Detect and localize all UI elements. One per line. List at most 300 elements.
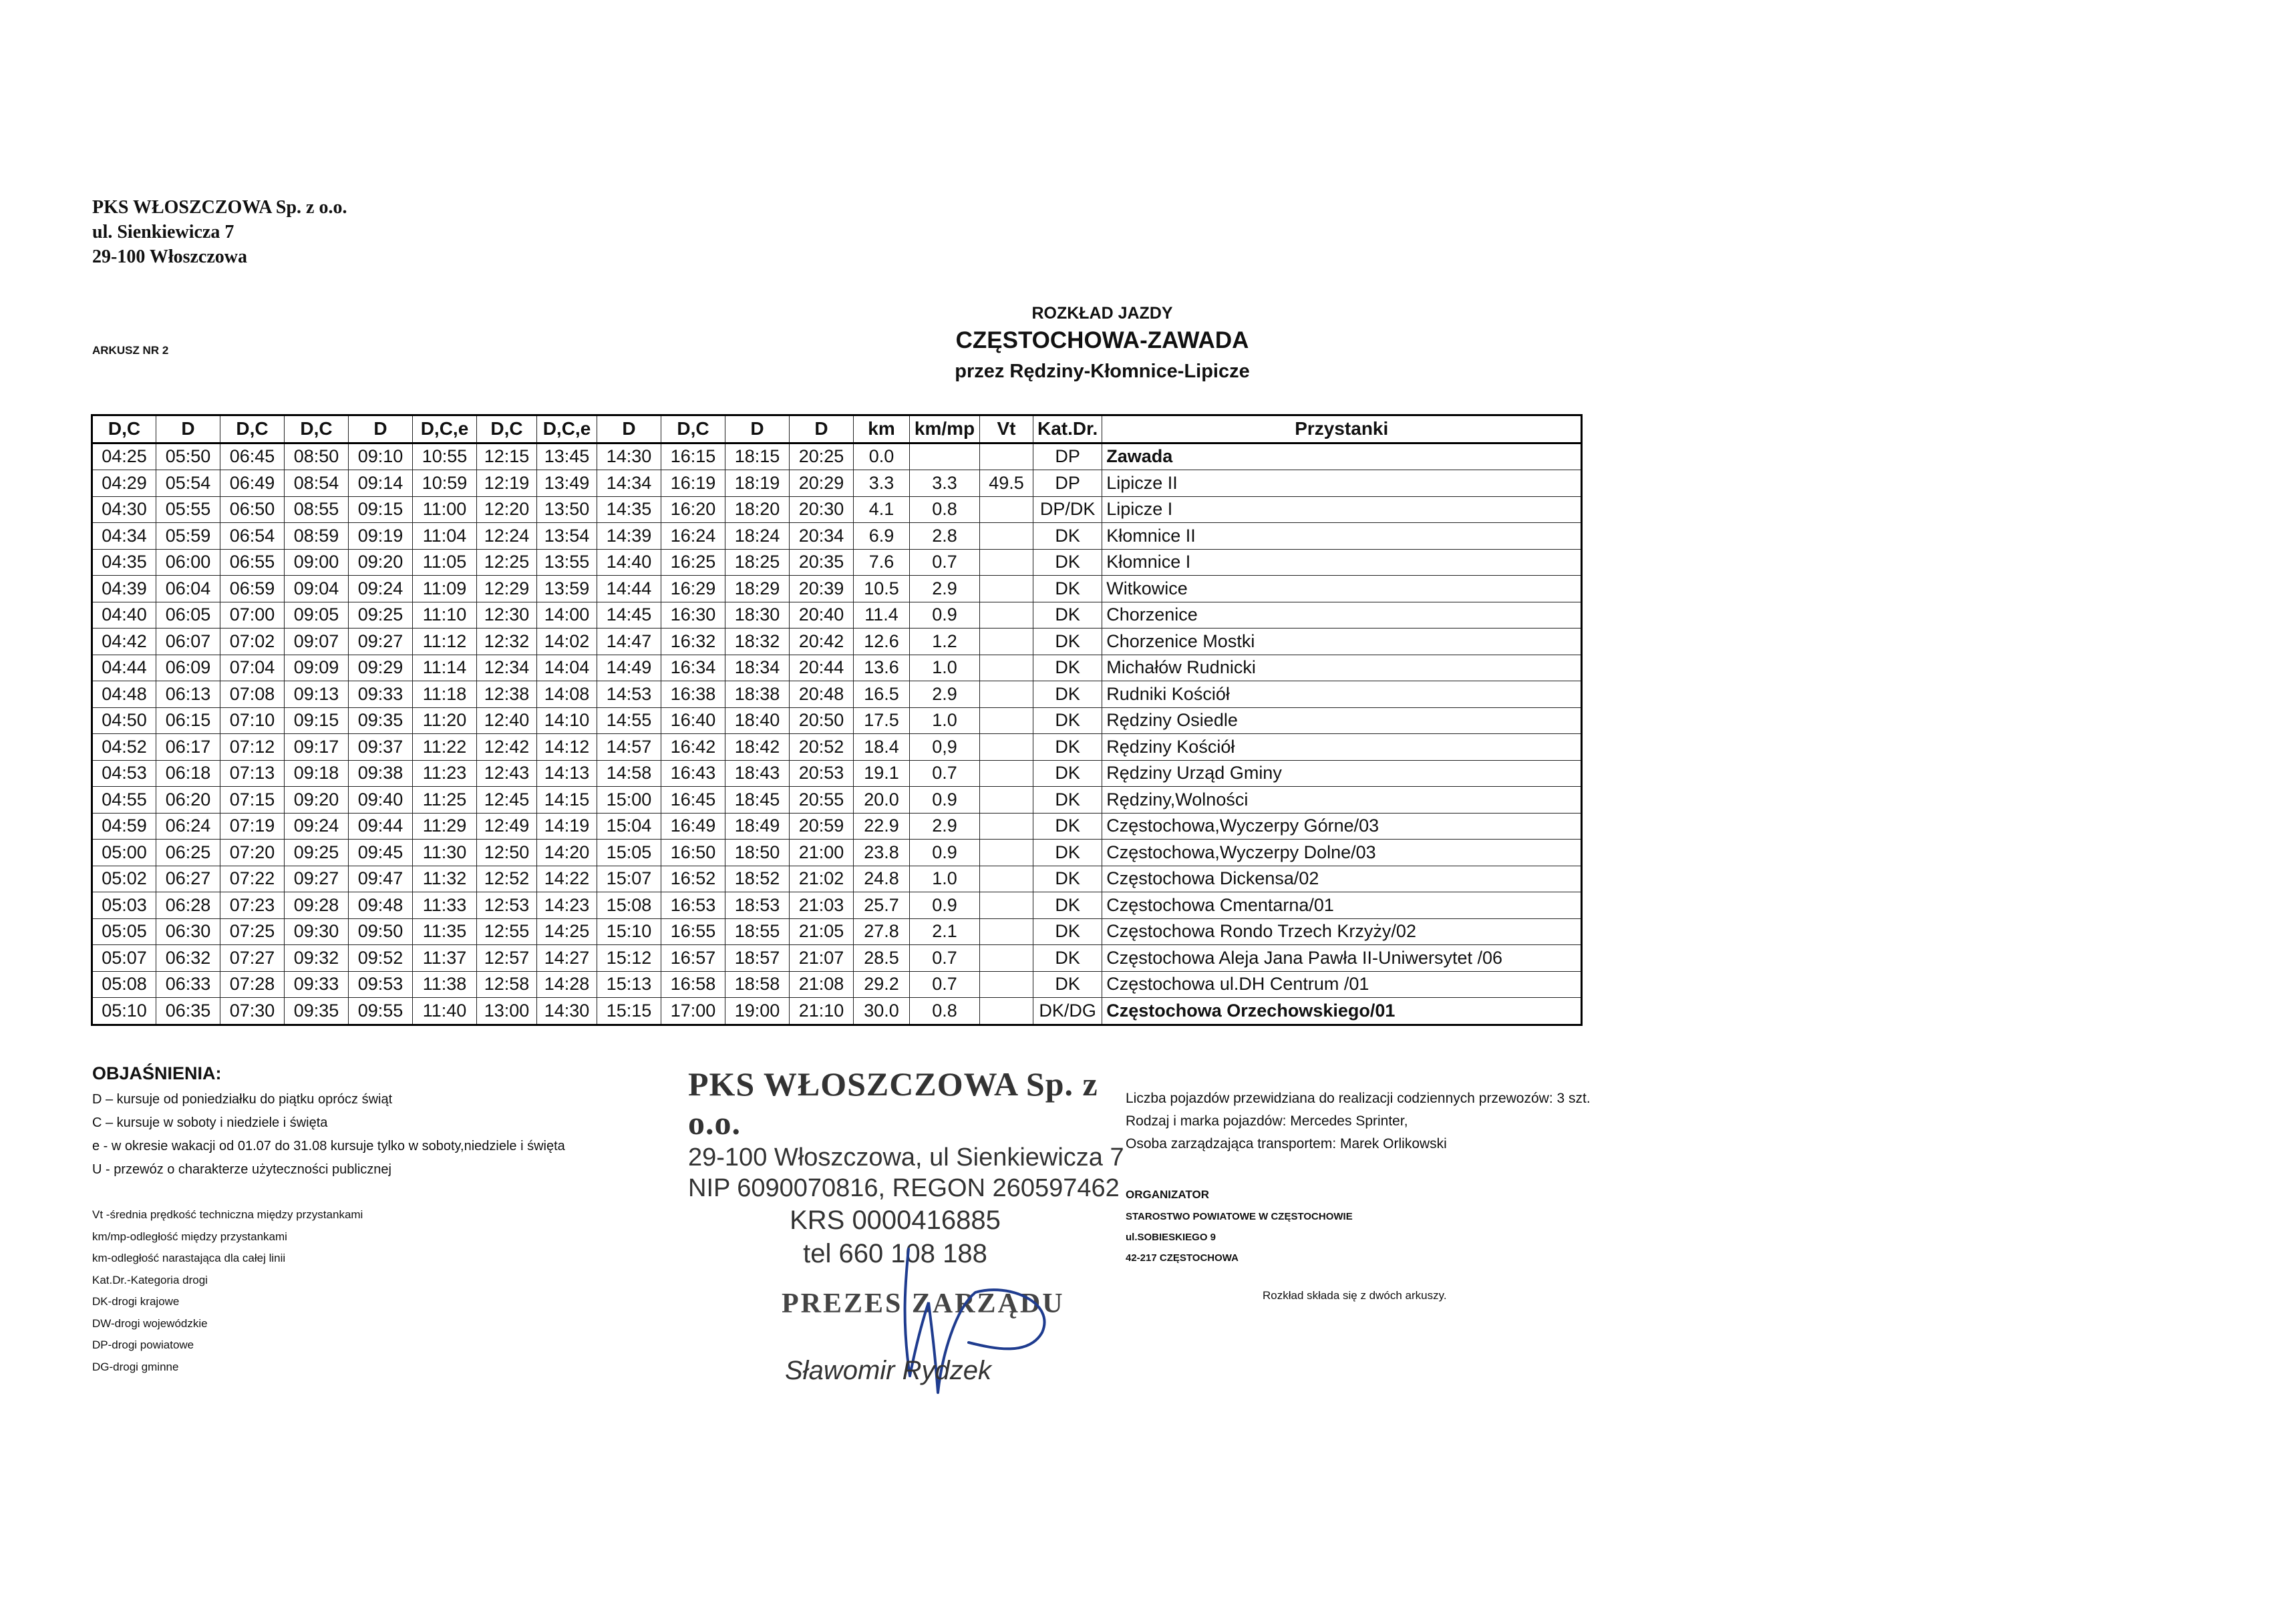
distance-between-stops: 0.7	[910, 945, 980, 972]
average-speed	[980, 523, 1033, 550]
average-speed	[980, 681, 1033, 708]
departure-time: 11:22	[413, 734, 477, 761]
column-header: D,C	[477, 415, 537, 443]
distance-km: 0.0	[854, 443, 910, 470]
distance-between-stops: 2.9	[910, 813, 980, 840]
departure-time: 11:18	[413, 681, 477, 708]
departure-time: 16:32	[661, 629, 725, 655]
average-speed	[980, 892, 1033, 919]
abbreviation-item: DP-drogi powiatowe	[92, 1338, 194, 1351]
table-row	[92, 681, 1582, 708]
departure-time: 04:53	[92, 760, 156, 787]
average-speed	[980, 918, 1033, 945]
departure-time: 12:45	[477, 787, 537, 814]
distance-km: 10.5	[854, 576, 910, 602]
abbreviation-item: Vt -średnia prędkość techniczna między przystankami	[92, 1208, 363, 1221]
table-row	[92, 655, 1582, 681]
departure-time: 21:10	[790, 998, 854, 1025]
departure-time: 14:39	[597, 523, 661, 550]
distance-between-stops: 0,9	[910, 734, 980, 761]
departure-time: 11:20	[413, 707, 477, 734]
departure-time: 06:49	[220, 470, 285, 497]
departure-time: 04:29	[92, 470, 156, 497]
stop-name: Rędziny,Wolności	[1102, 787, 1582, 814]
departure-time: 17:00	[661, 998, 725, 1025]
departure-time: 12:53	[477, 892, 537, 919]
departure-time: 11:09	[413, 576, 477, 602]
departure-time: 06:30	[156, 918, 220, 945]
table-row	[92, 813, 1582, 840]
fleet-info	[1126, 1087, 1591, 1155]
departure-time: 14:12	[537, 734, 597, 761]
departure-time: 11:12	[413, 629, 477, 655]
departure-time: 14:40	[597, 549, 661, 576]
departure-time: 18:55	[725, 918, 790, 945]
departure-time: 06:09	[156, 655, 220, 681]
departure-time: 16:19	[661, 470, 725, 497]
distance-between-stops: 0.8	[910, 998, 980, 1025]
route-via: przez Rędziny-Kłomnice-Lipicze	[955, 361, 1250, 382]
departure-time: 14:23	[537, 892, 597, 919]
departure-time: 12:55	[477, 918, 537, 945]
departure-time: 07:22	[220, 866, 285, 892]
timetable-header	[92, 415, 1582, 443]
departure-time: 05:59	[156, 523, 220, 550]
departure-time: 06:04	[156, 576, 220, 602]
departure-time: 12:38	[477, 681, 537, 708]
road-category: DK	[1033, 760, 1102, 787]
departure-time: 09:24	[349, 576, 413, 602]
departure-time: 14:28	[537, 971, 597, 998]
stop-name: Częstochowa Orzechowskiego/01	[1102, 998, 1582, 1025]
abbreviation-item: km-odległość narastająca dla całej linii	[92, 1252, 286, 1264]
road-category: DK	[1033, 866, 1102, 892]
departure-time: 06:05	[156, 602, 220, 629]
table-row	[92, 496, 1582, 523]
table-row	[92, 945, 1582, 972]
fleet-item: Osoba zarządzająca transportem: Marek Orlikowski	[1126, 1136, 1447, 1151]
column-header: Przystanki	[1102, 415, 1582, 443]
departure-time: 04:42	[92, 629, 156, 655]
departure-time: 18:43	[725, 760, 790, 787]
distance-km: 16.5	[854, 681, 910, 708]
table-row	[92, 971, 1582, 998]
departure-time: 14:58	[597, 760, 661, 787]
departure-time: 19:00	[725, 998, 790, 1025]
organizer-line: 42-217 CZĘSTOCHOWA	[1126, 1252, 1239, 1264]
column-header: D,C	[92, 415, 156, 443]
departure-time: 11:35	[413, 918, 477, 945]
departure-time: 14:22	[537, 866, 597, 892]
distance-between-stops: 1.0	[910, 866, 980, 892]
departure-time: 14:49	[597, 655, 661, 681]
average-speed	[980, 787, 1033, 814]
departure-time: 20:35	[790, 549, 854, 576]
average-speed	[980, 971, 1033, 998]
stamp-krs: KRS 0000416885	[790, 1206, 1001, 1235]
table-row	[92, 866, 1582, 892]
departure-time: 09:09	[285, 655, 349, 681]
departure-time: 09:52	[349, 945, 413, 972]
departure-time: 05:54	[156, 470, 220, 497]
departure-time: 16:34	[661, 655, 725, 681]
departure-time: 07:20	[220, 840, 285, 866]
distance-between-stops: 0.7	[910, 971, 980, 998]
departure-time: 07:15	[220, 787, 285, 814]
departure-time: 15:13	[597, 971, 661, 998]
departure-time: 18:34	[725, 655, 790, 681]
distance-between-stops: 1.2	[910, 629, 980, 655]
departure-time: 11:29	[413, 813, 477, 840]
abbreviation-item: DG-drogi gminne	[92, 1360, 179, 1373]
departure-time: 06:13	[156, 681, 220, 708]
departure-time: 09:32	[285, 945, 349, 972]
departure-time: 11:40	[413, 998, 477, 1025]
legend-item: D – kursuje od poniedziałku do piątku oprócz świąt	[92, 1092, 393, 1107]
departure-time: 16:50	[661, 840, 725, 866]
departure-time: 16:58	[661, 971, 725, 998]
legend-item: C – kursuje w soboty i niedziele i święta	[92, 1115, 328, 1130]
table-row	[92, 734, 1582, 761]
departure-time: 15:08	[597, 892, 661, 919]
departure-time: 16:25	[661, 549, 725, 576]
departure-time: 09:35	[285, 998, 349, 1025]
departure-time: 16:45	[661, 787, 725, 814]
departure-time: 09:19	[349, 523, 413, 550]
departure-time: 12:29	[477, 576, 537, 602]
distance-km: 3.3	[854, 470, 910, 497]
stop-name: Chorzenice	[1102, 602, 1582, 629]
departure-time: 09:20	[285, 787, 349, 814]
departure-time: 05:05	[92, 918, 156, 945]
legend-item: U - przewóz o charakterze użyteczności publicznej	[92, 1162, 391, 1177]
departure-time: 06:18	[156, 760, 220, 787]
distance-between-stops: 2.9	[910, 681, 980, 708]
stop-name: Rędziny Osiedle	[1102, 707, 1582, 734]
departure-time: 16:49	[661, 813, 725, 840]
departure-time: 16:57	[661, 945, 725, 972]
abbreviations	[92, 1204, 363, 1378]
road-category: DP	[1033, 470, 1102, 497]
stamp-nip-regon: NIP 6090070816, REGON 260597462	[688, 1174, 1120, 1202]
departure-time: 14:30	[597, 443, 661, 470]
departure-time: 20:59	[790, 813, 854, 840]
road-category: DK	[1033, 734, 1102, 761]
departure-time: 12:25	[477, 549, 537, 576]
departure-time: 09:38	[349, 760, 413, 787]
departure-time: 16:40	[661, 707, 725, 734]
road-category: DP	[1033, 443, 1102, 470]
departure-time: 12:19	[477, 470, 537, 497]
distance-between-stops: 0.8	[910, 496, 980, 523]
departure-time: 05:08	[92, 971, 156, 998]
average-speed	[980, 443, 1033, 470]
departure-time: 21:03	[790, 892, 854, 919]
stop-name: Częstochowa Rondo Trzech Krzyży/02	[1102, 918, 1582, 945]
departure-time: 09:14	[349, 470, 413, 497]
road-category: DK	[1033, 918, 1102, 945]
departure-time: 09:37	[349, 734, 413, 761]
departure-time: 09:10	[349, 443, 413, 470]
departure-time: 14:57	[597, 734, 661, 761]
departure-time: 05:02	[92, 866, 156, 892]
stop-name: Lipicze I	[1102, 496, 1582, 523]
departure-time: 18:52	[725, 866, 790, 892]
departure-time: 05:50	[156, 443, 220, 470]
departure-time: 07:02	[220, 629, 285, 655]
departure-time: 18:57	[725, 945, 790, 972]
departure-time: 06:59	[220, 576, 285, 602]
fleet-item: Rodzaj i marka pojazdów: Mercedes Sprinter,	[1126, 1113, 1408, 1129]
abbreviation-item: DW-drogi wojewódzkie	[92, 1316, 208, 1330]
table-row	[92, 892, 1582, 919]
departure-time: 12:52	[477, 866, 537, 892]
stop-name: Rędziny Urząd Gminy	[1102, 760, 1582, 787]
departure-time: 20:39	[790, 576, 854, 602]
distance-between-stops	[910, 443, 980, 470]
departure-time: 04:52	[92, 734, 156, 761]
departure-time: 09:13	[285, 681, 349, 708]
departure-time: 12:43	[477, 760, 537, 787]
departure-time: 18:49	[725, 813, 790, 840]
average-speed	[980, 998, 1033, 1025]
departure-time: 09:48	[349, 892, 413, 919]
departure-time: 09:20	[349, 549, 413, 576]
departure-time: 14:35	[597, 496, 661, 523]
departure-time: 21:00	[790, 840, 854, 866]
departure-time: 09:04	[285, 576, 349, 602]
departure-time: 06:28	[156, 892, 220, 919]
departure-time: 11:23	[413, 760, 477, 787]
departure-time: 15:05	[597, 840, 661, 866]
stop-name: Częstochowa ul.DH Centrum /01	[1102, 971, 1582, 998]
stop-name: Częstochowa,Wyczerpy Dolne/03	[1102, 840, 1582, 866]
road-category: DK	[1033, 576, 1102, 602]
departure-time: 12:49	[477, 813, 537, 840]
departure-time: 16:15	[661, 443, 725, 470]
departure-time: 07:12	[220, 734, 285, 761]
average-speed	[980, 813, 1033, 840]
departure-time: 09:25	[349, 602, 413, 629]
departure-time: 07:10	[220, 707, 285, 734]
departure-time: 14:02	[537, 629, 597, 655]
departure-time: 06:25	[156, 840, 220, 866]
distance-km: 30.0	[854, 998, 910, 1025]
distance-between-stops: 0.7	[910, 549, 980, 576]
average-speed	[980, 840, 1033, 866]
departure-time: 14:19	[537, 813, 597, 840]
departure-time: 10:59	[413, 470, 477, 497]
departure-time: 14:04	[537, 655, 597, 681]
departure-time: 12:24	[477, 523, 537, 550]
departure-time: 09:53	[349, 971, 413, 998]
departure-time: 06:55	[220, 549, 285, 576]
average-speed	[980, 549, 1033, 576]
departure-time: 04:50	[92, 707, 156, 734]
organizer-heading: ORGANIZATOR	[1126, 1188, 1209, 1201]
stop-name: Częstochowa Aleja Jana Pawła II-Uniwersytet /06	[1102, 945, 1582, 972]
stop-name: Rędziny Kościół	[1102, 734, 1582, 761]
table-row	[92, 787, 1582, 814]
departure-time: 15:12	[597, 945, 661, 972]
average-speed	[980, 945, 1033, 972]
departure-time: 09:30	[285, 918, 349, 945]
departure-time: 16:30	[661, 602, 725, 629]
departure-time: 09:05	[285, 602, 349, 629]
distance-between-stops: 2.8	[910, 523, 980, 550]
departure-time: 11:25	[413, 787, 477, 814]
table-row	[92, 760, 1582, 787]
departure-time: 07:23	[220, 892, 285, 919]
table-row	[92, 470, 1582, 497]
road-category: DP/DK	[1033, 496, 1102, 523]
departure-time: 15:07	[597, 866, 661, 892]
distance-km: 22.9	[854, 813, 910, 840]
stamp-address: 29-100 Włoszczowa, ul Sienkiewicza 7	[688, 1143, 1124, 1172]
distance-km: 25.7	[854, 892, 910, 919]
distance-between-stops: 1.0	[910, 707, 980, 734]
distance-between-stops: 0.9	[910, 892, 980, 919]
departure-time: 14:53	[597, 681, 661, 708]
road-category: DK	[1033, 523, 1102, 550]
table-row	[92, 549, 1582, 576]
departure-time: 09:24	[285, 813, 349, 840]
column-header: D,C	[285, 415, 349, 443]
departure-time: 04:35	[92, 549, 156, 576]
departure-time: 06:35	[156, 998, 220, 1025]
column-header: D,C,e	[413, 415, 477, 443]
distance-km: 27.8	[854, 918, 910, 945]
departure-time: 15:15	[597, 998, 661, 1025]
title-block	[735, 302, 1470, 386]
departure-time: 20:44	[790, 655, 854, 681]
departure-time: 04:25	[92, 443, 156, 470]
departure-time: 07:30	[220, 998, 285, 1025]
departure-time: 16:20	[661, 496, 725, 523]
road-category: DK/DG	[1033, 998, 1102, 1025]
stop-name: Częstochowa,Wyczerpy Górne/03	[1102, 813, 1582, 840]
departure-time: 06:54	[220, 523, 285, 550]
departure-time: 18:20	[725, 496, 790, 523]
departure-time: 14:34	[597, 470, 661, 497]
departure-time: 18:40	[725, 707, 790, 734]
road-category: DK	[1033, 840, 1102, 866]
distance-km: 29.2	[854, 971, 910, 998]
departure-time: 16:52	[661, 866, 725, 892]
company-address	[92, 195, 347, 269]
distance-km: 24.8	[854, 866, 910, 892]
distance-between-stops: 1.0	[910, 655, 980, 681]
departure-time: 11:37	[413, 945, 477, 972]
departure-time: 20:52	[790, 734, 854, 761]
distance-km: 20.0	[854, 787, 910, 814]
departure-time: 09:27	[349, 629, 413, 655]
average-speed	[980, 655, 1033, 681]
departure-time: 04:34	[92, 523, 156, 550]
departure-time: 09:25	[285, 840, 349, 866]
departure-time: 06:20	[156, 787, 220, 814]
departure-time: 12:20	[477, 496, 537, 523]
road-category: DK	[1033, 707, 1102, 734]
departure-time: 04:40	[92, 602, 156, 629]
distance-between-stops: 0.9	[910, 787, 980, 814]
departure-time: 08:59	[285, 523, 349, 550]
column-header: D	[349, 415, 413, 443]
legend-item: e - w okresie wakacji od 01.07 do 31.08 kursuje tylko w soboty,niedziele i święta	[92, 1139, 565, 1153]
departure-time: 11:32	[413, 866, 477, 892]
departure-time: 13:45	[537, 443, 597, 470]
departure-time: 18:32	[725, 629, 790, 655]
departure-time: 06:27	[156, 866, 220, 892]
road-category: DK	[1033, 549, 1102, 576]
distance-between-stops: 0.9	[910, 602, 980, 629]
stop-name: Kłomnice II	[1102, 523, 1582, 550]
table-row	[92, 998, 1582, 1025]
stop-name: Częstochowa Cmentarna/01	[1102, 892, 1582, 919]
departure-time: 09:44	[349, 813, 413, 840]
average-speed	[980, 496, 1033, 523]
departure-time: 08:50	[285, 443, 349, 470]
distance-between-stops: 2.9	[910, 576, 980, 602]
organizer-line: ul.SOBIESKIEGO 9	[1126, 1232, 1216, 1243]
departure-time: 20:48	[790, 681, 854, 708]
route-title: CZĘSTOCHOWA-ZAWADA	[955, 327, 1249, 353]
stop-name: Rudniki Kościół	[1102, 681, 1582, 708]
abbreviation-item: Kat.Dr.-Kategoria drogi	[92, 1273, 208, 1286]
departure-time: 20:34	[790, 523, 854, 550]
departure-time: 05:03	[92, 892, 156, 919]
departure-time: 09:50	[349, 918, 413, 945]
departure-time: 05:55	[156, 496, 220, 523]
sheet-label: ARKUSZ NR 2	[92, 344, 169, 357]
departure-time: 16:53	[661, 892, 725, 919]
departure-time: 11:04	[413, 523, 477, 550]
company-street: ul. Sienkiewicza 7	[92, 222, 234, 242]
departure-time: 14:55	[597, 707, 661, 734]
departure-time: 12:40	[477, 707, 537, 734]
road-category: DK	[1033, 629, 1102, 655]
table-row	[92, 918, 1582, 945]
distance-km: 28.5	[854, 945, 910, 972]
departure-time: 14:47	[597, 629, 661, 655]
distance-km: 4.1	[854, 496, 910, 523]
road-category: DK	[1033, 813, 1102, 840]
column-header: D,C,e	[537, 415, 597, 443]
departure-time: 16:38	[661, 681, 725, 708]
road-category: DK	[1033, 892, 1102, 919]
departure-time: 20:42	[790, 629, 854, 655]
stop-name: Michałów Rudnicki	[1102, 655, 1582, 681]
table-row	[92, 443, 1582, 470]
column-header: D	[597, 415, 661, 443]
table-row	[92, 629, 1582, 655]
departure-time: 18:42	[725, 734, 790, 761]
departure-time: 14:44	[597, 576, 661, 602]
distance-km: 18.4	[854, 734, 910, 761]
road-category: DK	[1033, 945, 1102, 972]
departure-time: 04:44	[92, 655, 156, 681]
distance-km: 19.1	[854, 760, 910, 787]
departure-time: 20:25	[790, 443, 854, 470]
departure-time: 05:00	[92, 840, 156, 866]
distance-km: 6.9	[854, 523, 910, 550]
departure-time: 09:17	[285, 734, 349, 761]
distance-km: 23.8	[854, 840, 910, 866]
departure-time: 11:14	[413, 655, 477, 681]
departure-time: 09:28	[285, 892, 349, 919]
distance-between-stops: 2.1	[910, 918, 980, 945]
departure-time: 18:30	[725, 602, 790, 629]
